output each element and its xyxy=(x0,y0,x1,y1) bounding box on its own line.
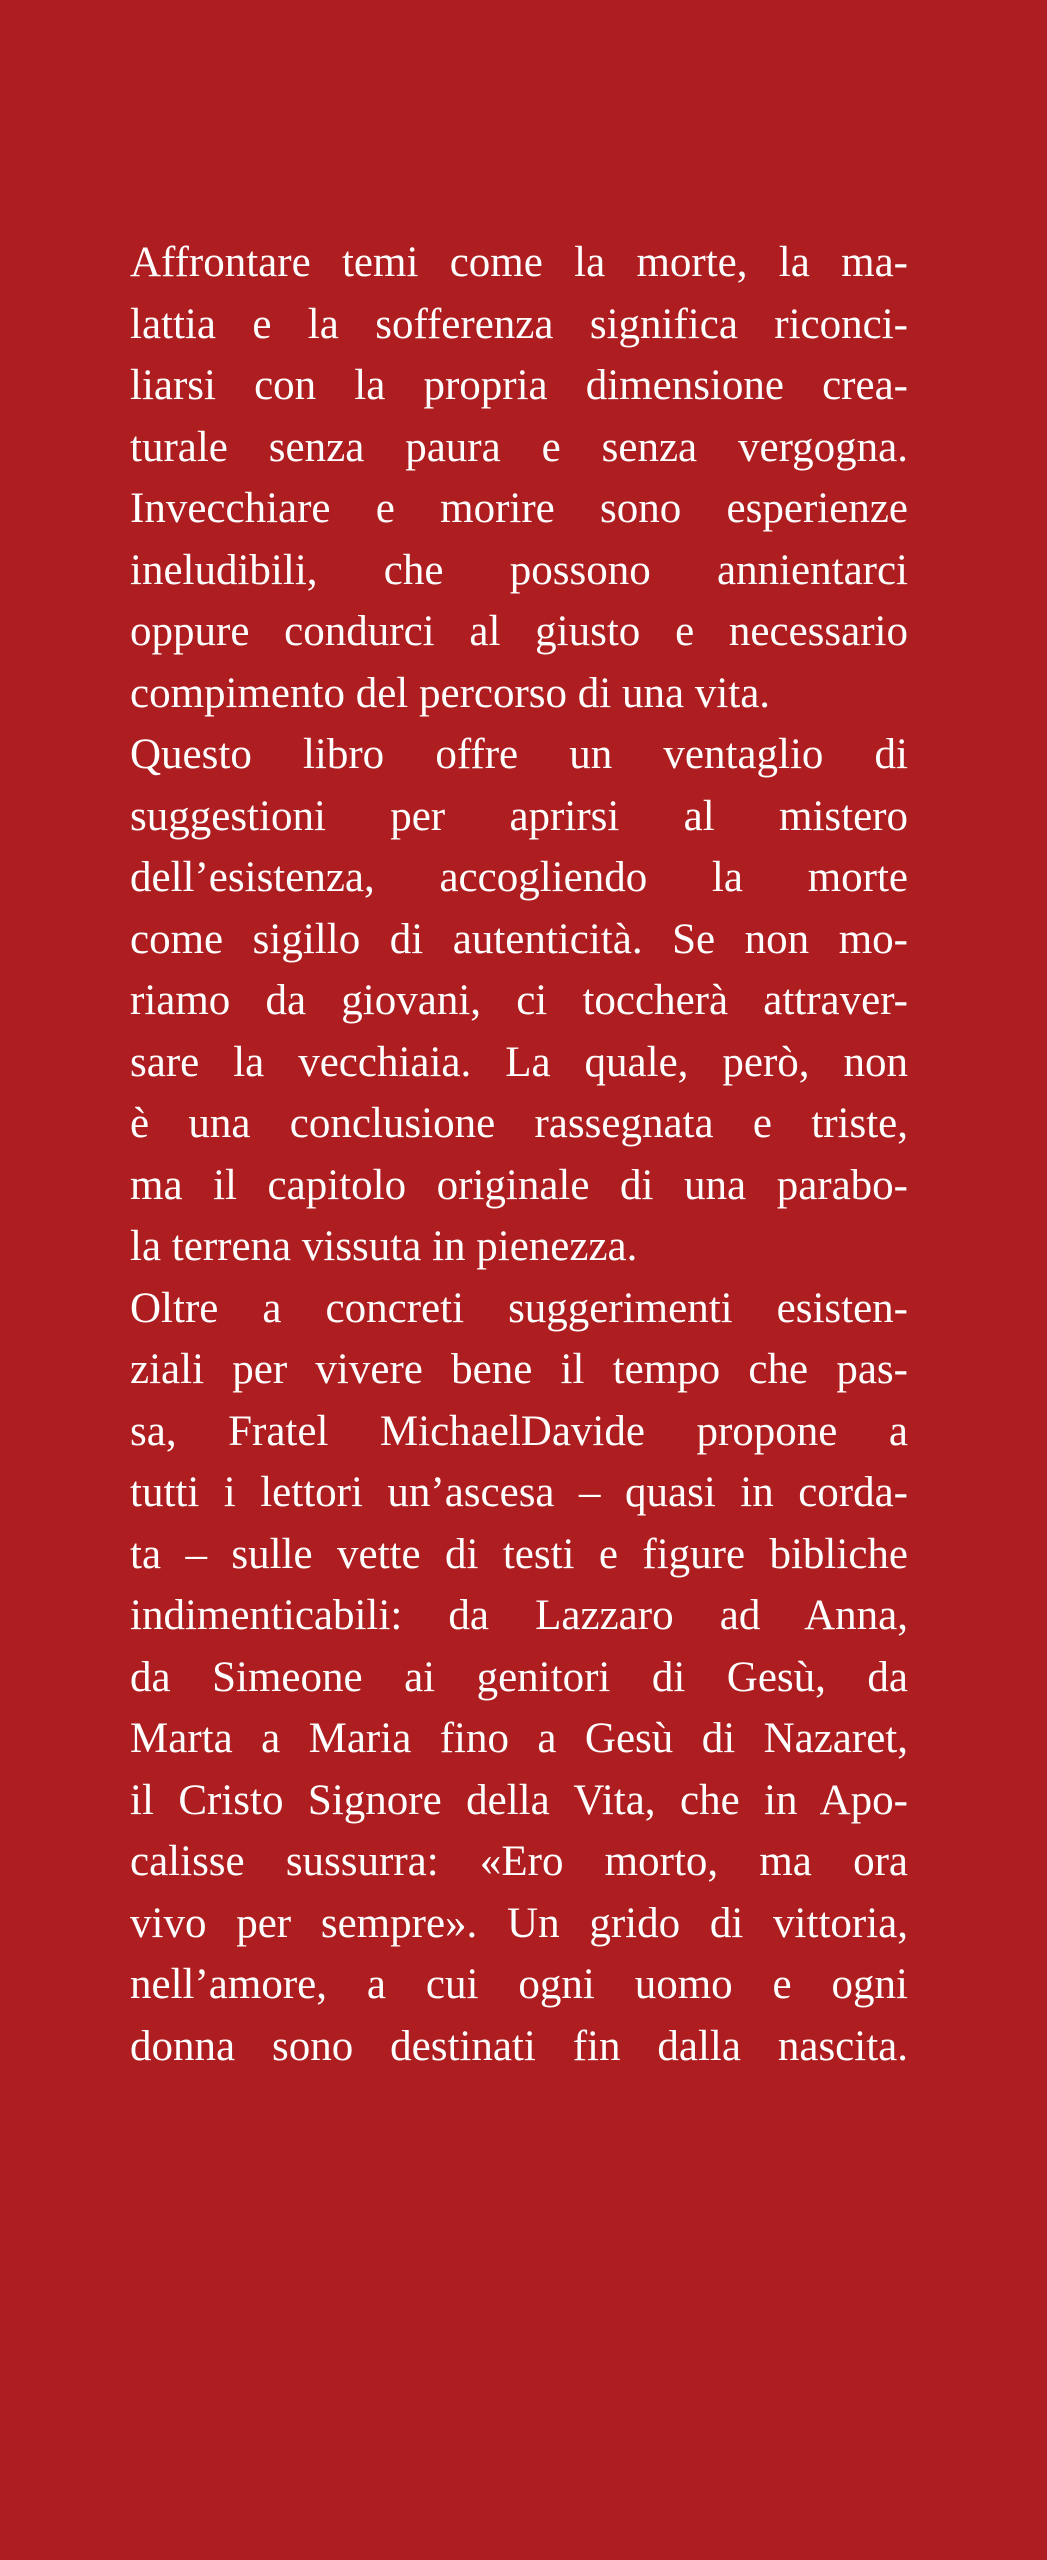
text-line: turale senza paura e senza vergogna. xyxy=(130,423,908,471)
text-line: come sigillo di autenticità. Se non mo- xyxy=(130,915,908,963)
text-line: il Cristo Signore della Vita, che in Apo- xyxy=(130,1776,908,1824)
text-line: indimenticabili: da Lazzaro ad Anna, xyxy=(130,1592,908,1639)
text-line: riamo da giovani, ci toccherà attraver- xyxy=(130,977,908,1024)
text-line: ma il capitolo originale di una parabo- xyxy=(130,1161,908,1209)
text-line: nell’amore, a cui ogni uomo e ogni xyxy=(130,1961,908,2008)
text-line: Marta a Maria fino a Gesù di Nazaret, xyxy=(130,1715,908,1762)
back-cover-blurb xyxy=(130,232,908,2077)
text-line: tutti i lettori un’ascesa – quasi in corda- xyxy=(130,1469,908,1516)
text-line: suggestioni per aprirsi al mistero xyxy=(130,792,908,840)
text-line: vivo per sempre». Un grido di vittoria, xyxy=(130,1899,908,1947)
text-line: la terrena vissuta in pienezza. xyxy=(130,1223,638,1270)
text-line: Oltre a concreti suggerimenti esisten- xyxy=(130,1284,908,1332)
text-line: Questo libro offre un ventaglio di xyxy=(130,731,908,778)
text-line: compimento del percorso di una vita. xyxy=(130,669,771,717)
paragraph-2 xyxy=(130,724,908,1278)
text-line: è una conclusione rassegnata e triste, xyxy=(130,1100,908,1147)
text-line: calisse sussurra: «Ero morto, ma ora xyxy=(130,1838,908,1885)
text-line: ineludibili, che possono annientarci xyxy=(130,546,908,594)
text-line: liarsi con la propria dimensione crea- xyxy=(130,362,908,409)
text-line: Affrontare temi come la morte, la ma- xyxy=(130,239,908,286)
text-line: Invecchiare e morire sono esperienze xyxy=(130,485,908,532)
text-line: da Simeone ai genitori di Gesù, da xyxy=(130,1653,908,1701)
text-line: dell’esistenza, accogliendo la morte xyxy=(130,854,908,901)
text-line: lattia e la sofferenza significa riconci- xyxy=(130,300,908,348)
text-line: sa, Fratel MichaelDavide propone a xyxy=(130,1407,908,1455)
text-line: ta – sulle vette di testi e figure bibliche xyxy=(130,1530,908,1578)
text-line: oppure condurci al giusto e necessario xyxy=(130,608,908,655)
text-line: sare la vecchiaia. La quale, però, non xyxy=(130,1038,908,1086)
paragraph-3 xyxy=(130,1278,908,2078)
paragraph-1 xyxy=(130,232,908,724)
text-line: ziali per vivere bene il tempo che pas- xyxy=(130,1346,908,1393)
text-line: donna sono destinati fin dalla nascita. xyxy=(130,2022,908,2070)
